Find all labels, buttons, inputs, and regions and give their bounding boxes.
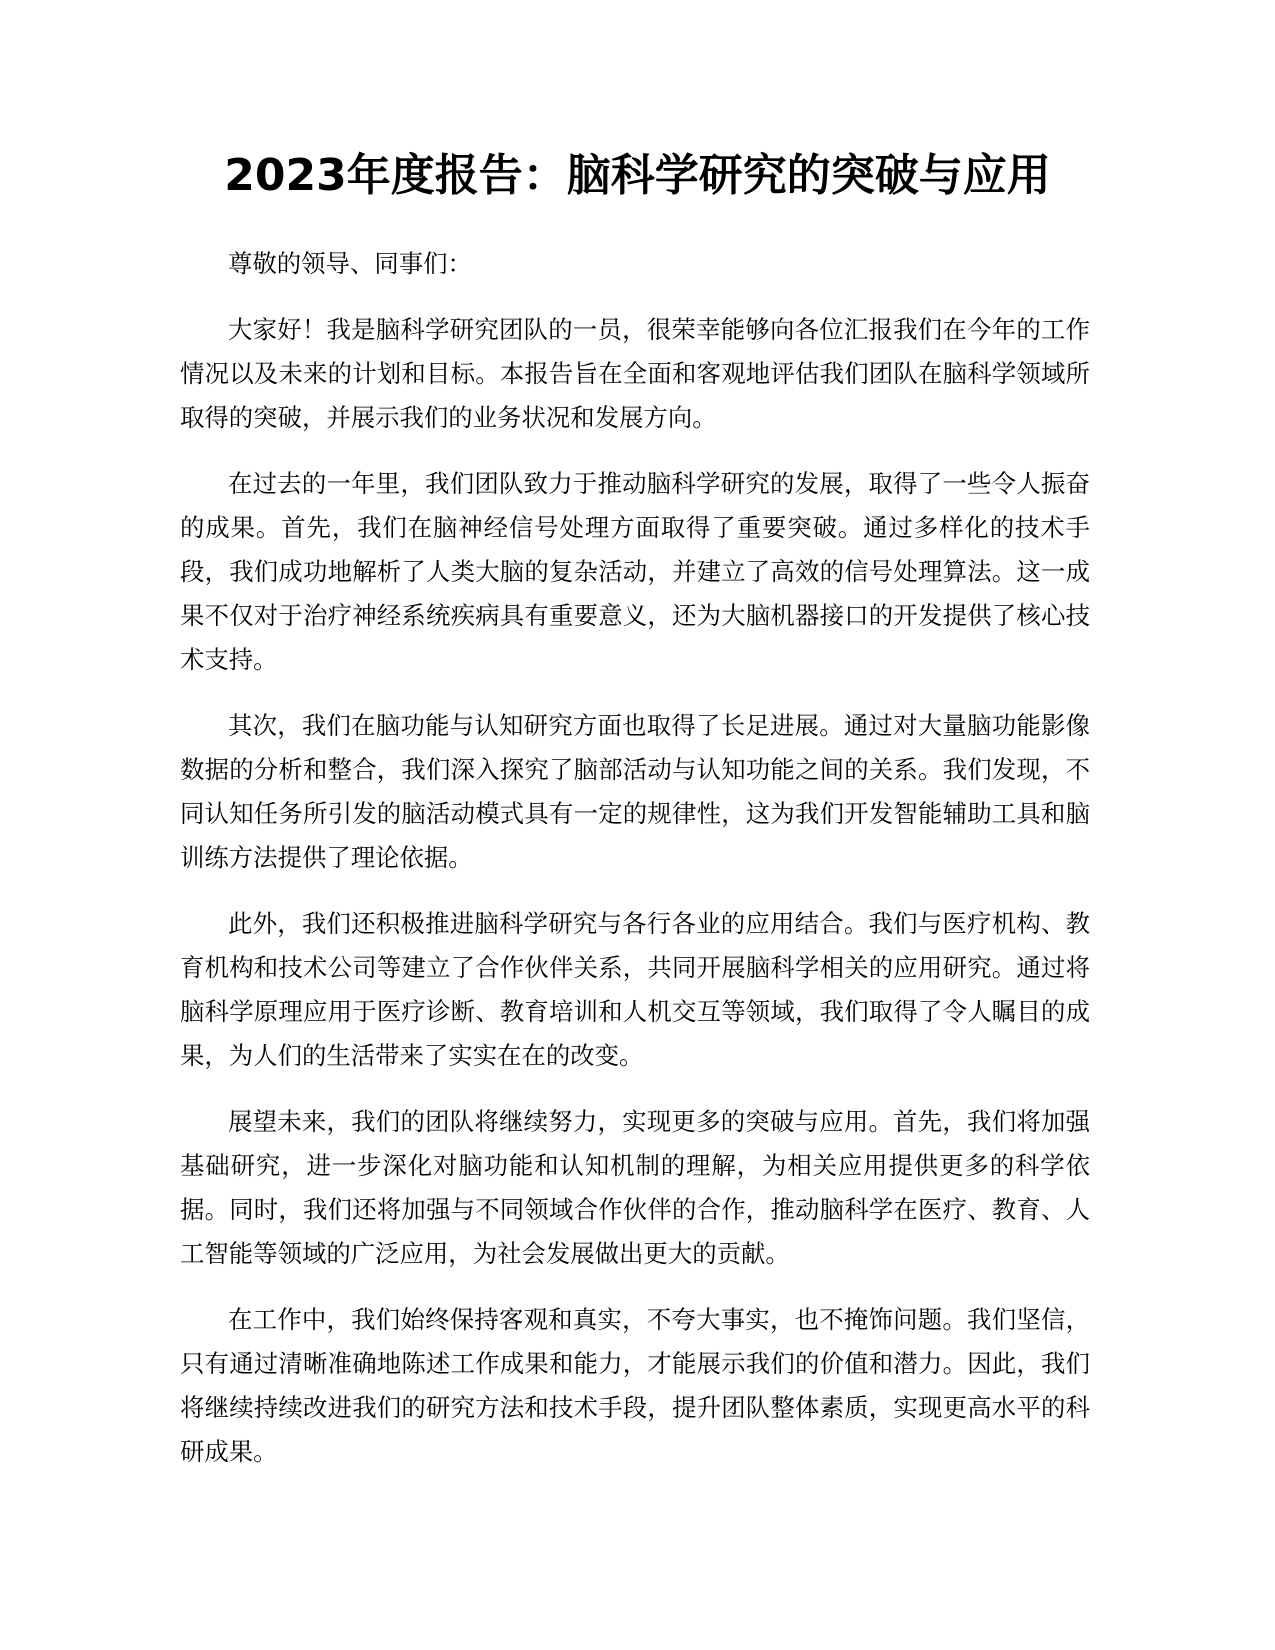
paragraph-applications: 此外，我们还积极推进脑科学研究与各行各业的应用结合。我们与医疗机构、教育机构和技术公司等建立了合作伙伴关系，共同开展脑科学相关的应用研究。通过将脑科学原理应用于医疗诊断、教育培训和人机交互等领域，我们取得了令人瞩目的成果，为人们的生活带来了实实在在的改变。	[180, 909, 1090, 1070]
paragraph-outlook: 展望未来，我们的团队将继续努力，实现更多的突破与应用。首先，我们将加强基础研究，进一步深化对脑功能和认知机制的理解，为相关应用提供更多的科学依据。同时，我们还将加强与不同领域合作伙伴的合作，推动脑科学在医疗、教育、人工智能等领域的广泛应用，为社会发展做出更大的贡献。	[180, 1107, 1090, 1268]
paragraph-intro: 大家好！我是脑科学研究团队的一员，很荣幸能够向各位汇报我们在今年的工作情况以及未来的计划和目标。本报告旨在全面和客观地评估我们团队在脑科学领域所取得的突破，并展示我们的业务状况和发展方向。	[180, 315, 1090, 432]
paragraph-cognition: 其次，我们在脑功能与认知研究方面也取得了长足进展。通过对大量脑功能影像数据的分析和整合，我们深入探究了脑部活动与认知功能之间的关系。我们发现，不同认知任务所引发的脑活动模式具有一定的规律性，这为我们开发智能辅助工具和脑训练方法提供了理论依据。	[180, 711, 1090, 872]
paragraph-signal-processing: 在过去的一年里，我们团队致力于推动脑科学研究的发展，取得了一些令人振奋的成果。首先，我们在脑神经信号处理方面取得了重要突破。通过多样化的技术手段，我们成功地解析了人类大脑的复杂活动，并建立了高效的信号处理算法。这一成果不仅对于治疗神经系统疾病具有重要意义，还为大脑机器接口的开发提供了核心技术支持。	[180, 469, 1090, 674]
salutation: 尊敬的领导、同事们：	[228, 249, 472, 278]
document-body	[180, 242, 1090, 1496]
paragraph-principles: 在工作中，我们始终保持客观和真实，不夸大事实，也不掩饰问题。我们坚信，只有通过清晰准确地陈述工作成果和能力，才能展示我们的价值和潜力。因此，我们将继续持续改进我们的研究方法和技术手段，提升团队整体素质，实现更高水平的科研成果。	[180, 1305, 1090, 1466]
document-title: 2023年度报告：脑科学研究的突破与应用	[224, 150, 1051, 201]
